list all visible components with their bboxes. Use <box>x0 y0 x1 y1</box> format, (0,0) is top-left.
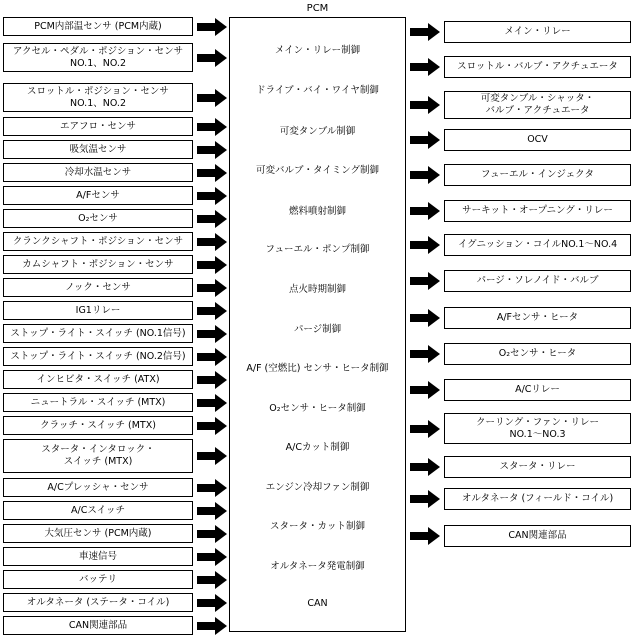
output-device-box: フューエル・インジェクタ <box>444 164 631 186</box>
input-signal-box: カムシャフト・ポジション・センサ <box>3 255 193 274</box>
input-signal-box: アクセル・ペダル・ポジション・センサ NO.1、NO.2 <box>3 43 193 72</box>
input-signal-box: PCM内部温センサ (PCM内蔵) <box>3 17 193 36</box>
control-function-label: 点火時期制御 <box>288 284 346 295</box>
pcm-box <box>229 17 406 632</box>
input-signal-box: O₂センサ <box>3 209 193 228</box>
output-device-box: O₂センサ・ヒータ <box>444 343 631 365</box>
input-signal-box: IG1リレー <box>3 301 193 320</box>
input-signal-box: ノック・センサ <box>3 278 193 297</box>
input-arrow <box>197 210 227 228</box>
input-arrow <box>197 233 227 251</box>
control-function-label: O₂センサ・ヒータ制御 <box>269 403 366 414</box>
input-arrow <box>197 279 227 297</box>
diagram-title: PCM <box>306 3 329 14</box>
input-signal-box: エアフロ・センサ <box>3 117 193 136</box>
input-signal-box: オルタネータ (ステータ・コイル) <box>3 593 193 612</box>
output-arrow <box>410 202 440 220</box>
control-function-label: エンジン冷却ファン制御 <box>265 482 370 493</box>
control-function-label: フューエル・ポンプ制御 <box>265 244 370 255</box>
output-device-box: オルタネータ (フィールド・コイル) <box>444 488 631 510</box>
input-arrow <box>197 447 227 465</box>
input-arrow <box>197 141 227 159</box>
input-signal-box: スタータ・インタロック・ スイッチ (MTX) <box>3 439 193 473</box>
input-arrow <box>197 525 227 543</box>
input-signal-box: インヒビタ・スイッチ (ATX) <box>3 370 193 389</box>
input-signal-box: 車速信号 <box>3 547 193 566</box>
input-signal-box: ストップ・ライト・スイッチ (NO.2信号) <box>3 347 193 366</box>
input-arrow <box>197 256 227 274</box>
output-device-box: 可変タンブル・シャッタ・ バルブ・アクチュエータ <box>444 91 631 119</box>
input-signal-box: バッテリ <box>3 570 193 589</box>
output-arrow <box>410 381 440 399</box>
output-device-box: パージ・ソレノイド・バルブ <box>444 270 631 292</box>
input-signal-box: 吸気温センサ <box>3 140 193 159</box>
input-arrow <box>197 118 227 136</box>
control-function-label: CAN <box>307 598 328 609</box>
control-function-label: スタータ・カット制御 <box>270 521 365 532</box>
input-arrow <box>197 371 227 389</box>
output-arrow <box>410 345 440 363</box>
output-arrow <box>410 131 440 149</box>
input-arrow <box>197 302 227 320</box>
input-arrow <box>197 548 227 566</box>
control-function-label: 可変バルブ・タイミング制御 <box>255 165 380 176</box>
control-function-label: A/Cカット制御 <box>285 442 350 453</box>
input-signal-box: 大気圧センサ (PCM内蔵) <box>3 524 193 543</box>
input-signal-box: A/Fセンサ <box>3 186 193 205</box>
input-arrow <box>197 89 227 107</box>
input-signal-box: 冷却水温センサ <box>3 163 193 182</box>
output-device-box: スロットル・バルブ・アクチュエータ <box>444 56 631 78</box>
input-signal-box: クラッチ・スイッチ (MTX) <box>3 416 193 435</box>
input-signal-box: CAN関連部品 <box>3 616 193 635</box>
input-signal-box: ストップ・ライト・スイッチ (NO.1信号) <box>3 324 193 343</box>
control-function-label: 燃料噴射制御 <box>288 206 346 217</box>
output-device-box: クーリング・ファン・リレー NO.1～NO.3 <box>444 413 631 444</box>
output-arrow <box>410 490 440 508</box>
output-device-box: サーキット・オープニング・リレー <box>444 200 631 222</box>
output-device-box: メイン・リレー <box>444 21 631 43</box>
output-arrow <box>410 309 440 327</box>
output-arrow <box>410 236 440 254</box>
output-arrow <box>410 166 440 184</box>
input-signal-box: スロットル・ポジション・センサ NO.1、NO.2 <box>3 83 193 112</box>
output-device-box: A/Fセンサ・ヒータ <box>444 307 631 329</box>
output-arrow <box>410 272 440 290</box>
input-arrow <box>197 325 227 343</box>
input-arrow <box>197 187 227 205</box>
control-function-label: ドライブ・バイ・ワイヤ制御 <box>256 85 379 96</box>
output-arrow <box>410 58 440 76</box>
input-arrow <box>197 164 227 182</box>
output-arrow <box>410 96 440 114</box>
input-arrow <box>197 49 227 67</box>
control-function-label: オルタネータ発電制御 <box>270 561 365 572</box>
output-arrow <box>410 23 440 41</box>
output-device-box: OCV <box>444 129 631 151</box>
output-arrow <box>410 420 440 438</box>
control-function-label: パージ制御 <box>293 324 342 335</box>
input-arrow <box>197 502 227 520</box>
output-arrow <box>410 458 440 476</box>
output-device-box: イグニッション・コイルNO.1～NO.4 <box>444 234 631 256</box>
input-signal-box: A/Cスイッチ <box>3 501 193 520</box>
output-device-box: スタータ・リレー <box>444 456 631 478</box>
input-arrow <box>197 348 227 366</box>
output-device-box: A/Cリレー <box>444 379 631 401</box>
input-arrow <box>197 417 227 435</box>
input-arrow <box>197 617 227 635</box>
input-arrow <box>197 594 227 612</box>
input-signal-box: ニュートラル・スイッチ (MTX) <box>3 393 193 412</box>
input-arrow <box>197 394 227 412</box>
control-function-label: メイン・リレー制御 <box>274 45 361 56</box>
control-function-label: 可変タンブル制御 <box>279 126 356 137</box>
input-arrow <box>197 571 227 589</box>
input-signal-box: クランクシャフト・ポジション・センサ <box>3 232 193 251</box>
input-signal-box: A/Cプレッシャ・センサ <box>3 478 193 497</box>
input-arrow <box>197 479 227 497</box>
output-arrow <box>410 527 440 545</box>
input-arrow <box>197 18 227 36</box>
output-device-box: CAN関連部品 <box>444 525 631 547</box>
control-function-label: A/F (空燃比) センサ・ヒータ制御 <box>246 363 389 374</box>
